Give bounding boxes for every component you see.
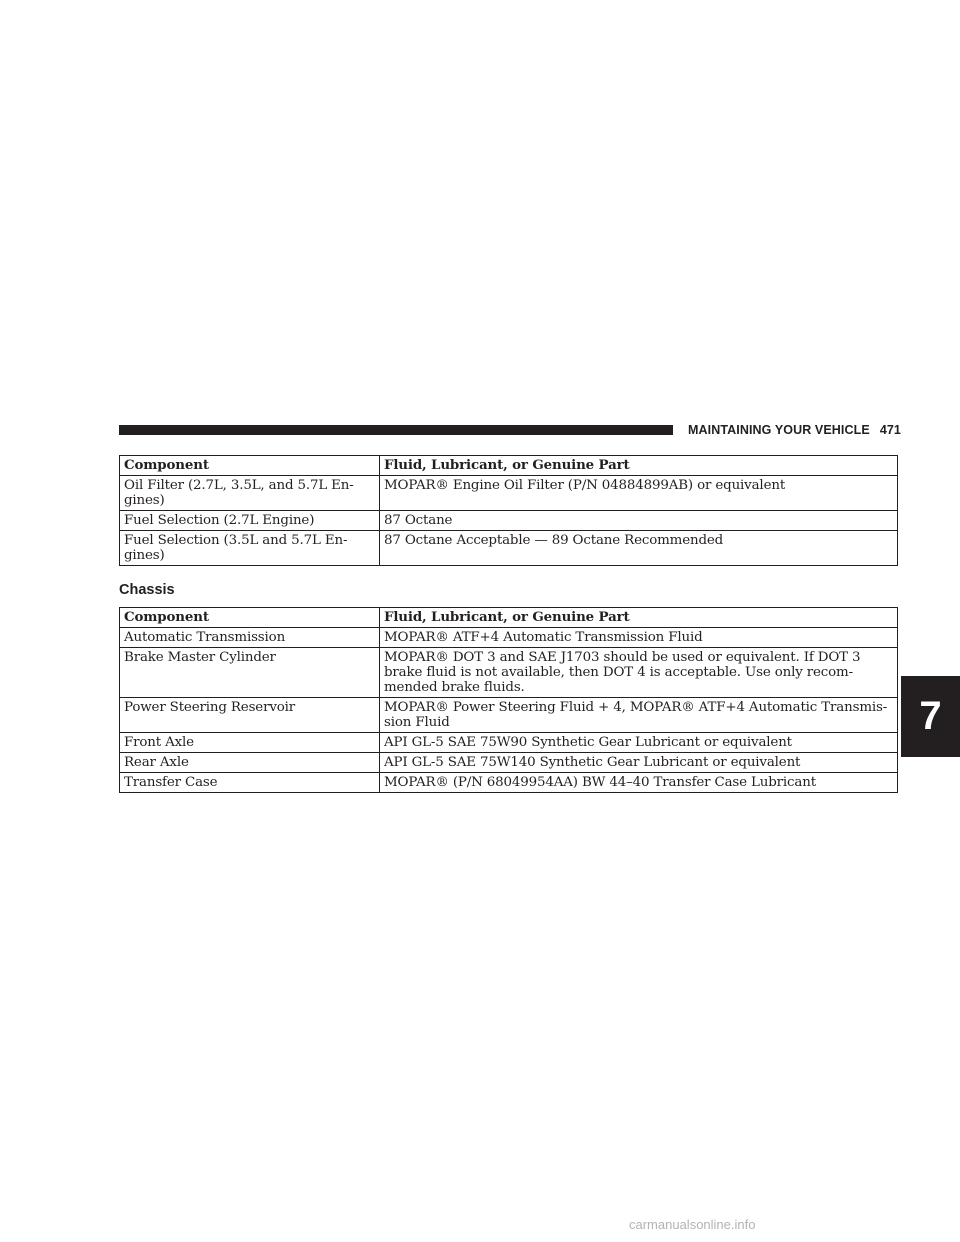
- column-header-fluid: Fluid, Lubricant, or Genuine Part: [380, 456, 898, 476]
- table-row: [120, 476, 898, 511]
- table-row: [120, 698, 898, 733]
- fluid-cell: MOPAR® ATF+4 Automatic Transmission Fluid: [380, 628, 898, 648]
- fluid-cell: MOPAR® DOT 3 and SAE J1703 should be used or equivalent. If DOT 3 brake fluid is not available, then DOT 4 is acceptable. Use only recom- mended brake fluids.: [380, 648, 898, 698]
- fluid-cell: 87 Octane: [380, 511, 898, 531]
- column-header-component: Component: [120, 456, 380, 476]
- table-header-row: [120, 608, 898, 628]
- fluid-cell: MOPAR® (P/N 68049954AA) BW 44–40 Transfer Case Lubricant: [380, 773, 898, 793]
- table-header-row: [120, 456, 898, 476]
- component-cell: Fuel Selection (2.7L Engine): [120, 511, 380, 531]
- column-header-fluid: Fluid, Lubricant, or Genuine Part: [380, 608, 898, 628]
- table-row: [120, 753, 898, 773]
- running-header: [688, 422, 901, 438]
- component-cell: Rear Axle: [120, 753, 380, 773]
- table-row: [120, 773, 898, 793]
- header-rule: [119, 425, 673, 435]
- component-cell: Automatic Transmission: [120, 628, 380, 648]
- table-row: [120, 531, 898, 566]
- header-section-title: MAINTAINING YOUR VEHICLE: [688, 423, 870, 437]
- component-cell: Transfer Case: [120, 773, 380, 793]
- component-cell: Brake Master Cylinder: [120, 648, 380, 698]
- chapter-tab: [901, 676, 960, 757]
- footer-watermark: carmanualsonline.info: [629, 1217, 756, 1232]
- fluid-cell: API GL-5 SAE 75W90 Synthetic Gear Lubricant or equivalent: [380, 733, 898, 753]
- chassis-table-body: [120, 628, 898, 793]
- section-heading-chassis: Chassis: [119, 582, 175, 598]
- fluid-cell: API GL-5 SAE 75W140 Synthetic Gear Lubricant or equivalent: [380, 753, 898, 773]
- component-cell: Front Axle: [120, 733, 380, 753]
- table-row: [120, 628, 898, 648]
- chassis-fluids-table: [119, 607, 898, 793]
- component-cell: Fuel Selection (3.5L and 5.7L En- gines): [120, 531, 380, 566]
- table-row: [120, 511, 898, 531]
- fluid-cell: 87 Octane Acceptable — 89 Octane Recommended: [380, 531, 898, 566]
- table-row: [120, 648, 898, 698]
- fluid-cell: MOPAR® Power Steering Fluid + 4, MOPAR® ATF+4 Automatic Transmis- sion Fluid: [380, 698, 898, 733]
- engine-fluids-table: [119, 455, 898, 566]
- fluid-cell: MOPAR® Engine Oil Filter (P/N 04884899AB) or equivalent: [380, 476, 898, 511]
- engine-table-body: [120, 476, 898, 566]
- chapter-number: 7: [919, 694, 942, 738]
- table-row: [120, 733, 898, 753]
- page-number: 471: [879, 423, 901, 437]
- column-header-component: Component: [120, 608, 380, 628]
- component-cell: Power Steering Reservoir: [120, 698, 380, 733]
- component-cell: Oil Filter (2.7L, 3.5L, and 5.7L En- gines): [120, 476, 380, 511]
